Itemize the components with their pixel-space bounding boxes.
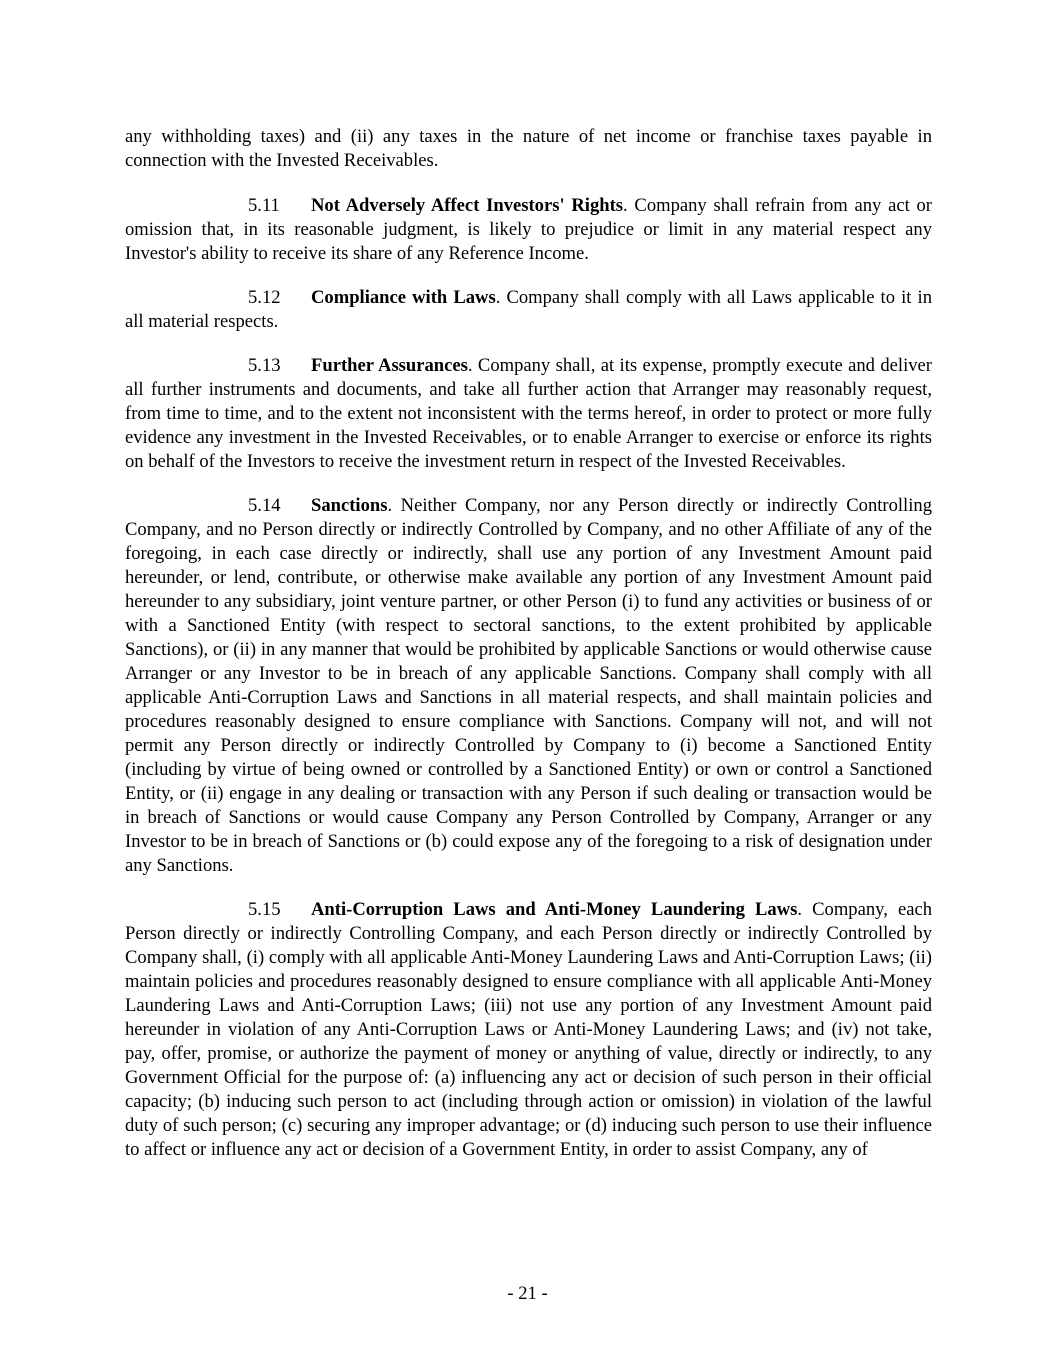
document-body — [125, 125, 932, 1182]
section-number: 5.14 — [248, 495, 281, 516]
section-body: . Neither Company, nor any Person directly or indirectly Controlling Company, and no Person directly or indirectly Controlled by Company, and no other Affiliate of any of the foregoing, in each case directly or indirectly, shall use any portion of any Investment Amount paid hereunder, or lend, contribute, or otherwise make available any portion of any Investment Amount paid hereunder to any subsidiary, joint venture partner, or other Person (i) to fund any activities or business of or with a Sanctioned Entity (with respect to sectoral sanctions, to the extent prohibited by applicable Sanctions), or (ii) in any manner that would be prohibited by applicable Sanctions or would otherwise cause Arranger or any Investor to be in breach of any applicable Sanctions. Company shall comply with all applicable Anti-Corruption Laws and Sanctions in all material respects, and shall maintain policies and procedures reasonably designed to ensure compliance with Sanctions. Company will not, and will not permit any Person directly or indirectly Controlled by Company to (i) become a Sanctioned Entity (including by virtue of being owned or controlled by a Sanctioned Entity) or own or control a Sanctioned Entity, or (ii) engage in any dealing or transaction with any Person if such dealing or transaction would be in breach of Sanctions or would cause Company any Person Controlled by Company, Arranger or any Investor to be in breach of Sanctions or (b) could expose any of the foregoing to a risk of designation under any Sanctions. — [125, 495, 932, 876]
section-number: 5.15 — [248, 899, 281, 920]
intro-paragraph: any withholding taxes) and (ii) any taxes in the nature of net income or franchise taxes payable in connection with the Invested Receivables. — [125, 126, 932, 171]
section-number: 5.12 — [248, 287, 281, 308]
section-heading: Compliance with Laws — [311, 287, 496, 308]
section-heading: Not Adversely Affect Investors' Rights — [311, 195, 624, 216]
section-body: . Company shall refrain from any act or omission that, in its reasonable judgment, is likely to prejudice or limit in any material respect any Investor's ability to receive its share of any Reference Income. — [125, 195, 932, 264]
section-5-12 — [125, 286, 932, 334]
section-body: . Company shall, at its expense, promptly execute and deliver all further instruments and documents, and take all further action that Arranger may reasonably request, from time to time, and to the extent not inconsistent with the terms hereof, in order to protect or more fully evidence any investment in the Invested Receivables, or to enable Arranger to exercise or enforce its rights on behalf of the Investors to receive the investment return in respect of the Invested Receivables. — [125, 355, 932, 472]
section-heading: Sanctions — [311, 495, 388, 516]
section-5-13 — [125, 354, 932, 474]
section-5-15 — [125, 898, 932, 1162]
section-number: 5.11 — [248, 195, 280, 216]
section-number: 5.13 — [248, 355, 281, 376]
section-5-14 — [125, 494, 932, 878]
section-heading: Further Assurances — [311, 355, 468, 376]
section-heading: Anti-Corruption Laws and Anti-Money Laundering Laws — [311, 899, 798, 920]
section-body: . Company shall comply with all Laws applicable to it in all material respects. — [125, 287, 932, 332]
page-number: - 21 - — [507, 1283, 548, 1304]
section-body: . Company, each Person directly or indirectly Controlling Company, and each Person directly or indirectly Controlled by Company shall, (i) comply with all applicable Anti-Money Laundering Laws and Anti-Corruption Laws; (ii) maintain policies and procedures reasonably designed to ensure compliance with all applicable Anti-Money Laundering Laws and Anti-Corruption Laws; (iii) not use any portion of any Investment Amount paid hereunder in violation of any Anti-Corruption Laws or Anti-Money Laundering Laws; and (iv) not take, pay, offer, promise, or authorize the payment of money or anything of value, directly or indirectly, to any Government Official for the purpose of: (a) influencing any act or decision of such person in their official capacity; (b) inducing such person to act (including through action or omission) in violation of the lawful duty of such person; (c) securing any improper advantage; or (d) inducing such person to use their influence to affect or influence any act or decision of a Government Entity, in order to assist Company, any of — [125, 899, 932, 1160]
section-5-11 — [125, 194, 932, 266]
